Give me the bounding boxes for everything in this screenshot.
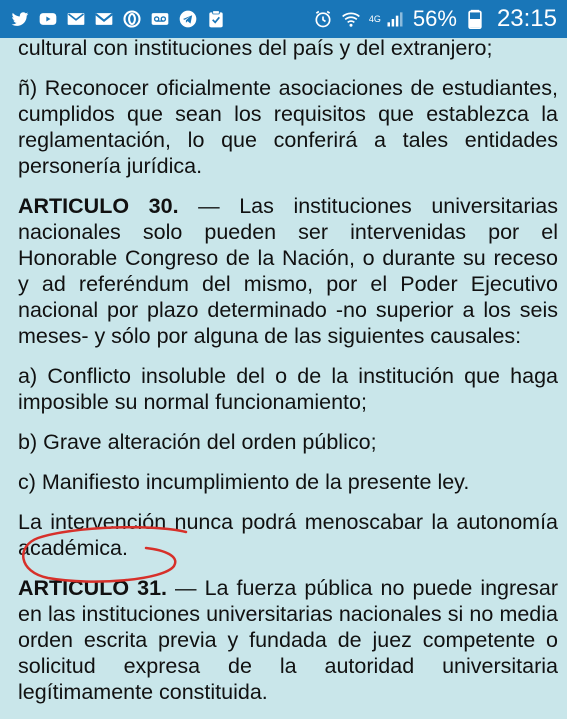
network-type: 4G bbox=[368, 13, 381, 24]
voicemail-icon bbox=[150, 9, 170, 29]
twitter-icon bbox=[10, 9, 30, 29]
alarm-icon bbox=[313, 9, 333, 29]
article-30 bbox=[18, 193, 558, 349]
youtube-icon bbox=[38, 9, 58, 29]
mail-icon bbox=[66, 9, 86, 29]
paragraph-item-n: ñ) Reconocer oficialmente asociaciones de estudiantes, cumplidos que sean los requisitos que establezca la reglamentación, lo que conferirá a tales entidades personería jurídica. bbox=[18, 76, 558, 178]
paragraph-item-a: a) Conflicto insoluble del o de la institución que haga imposible su normal funcionamiento; bbox=[18, 364, 558, 414]
system-status bbox=[313, 4, 557, 34]
article-31 bbox=[18, 575, 558, 705]
paragraph-item-c: c) Manifiesto incumplimiento de la presente ley. bbox=[18, 470, 470, 494]
wifi-icon bbox=[341, 9, 361, 29]
paragraph-intervention: La intervención nunca podrá menoscabar la autonomía académica. bbox=[18, 510, 558, 560]
article-30-heading: ARTICULO 30. bbox=[18, 194, 179, 218]
article-31-text: — La fuerza pública no puede ingresar en las instituciones universitarias nacionales si no media orden escrita previa y fundada de juez competente o solicitud expresa de la autoridad universitaria legítimamente constituida. bbox=[18, 576, 558, 704]
article-31-heading: ARTICULO 31. bbox=[18, 576, 168, 600]
document-body bbox=[18, 38, 558, 719]
battery-percent: 56% bbox=[412, 6, 457, 31]
battery-icon bbox=[465, 9, 485, 29]
article-30-text: — Las instituciones universitarias nacionales solo pueden ser intervenidas por el Honorable Congreso de la Nación, o durante su receso y ad referéndum del mismo, por el Poder Ejecutivo nacional por plazo determinado -no superior a los seis meses- y sólo por alguna de las siguientes causales: bbox=[18, 194, 559, 348]
opera-icon bbox=[122, 9, 142, 29]
gmail-icon bbox=[94, 9, 114, 29]
notification-icons bbox=[10, 8, 226, 30]
paragraph-continuation: cultural con instituciones del país y del extranjero; bbox=[18, 36, 493, 60]
status-bar bbox=[0, 0, 567, 38]
paragraph-item-b: b) Grave alteración del orden público; bbox=[18, 430, 377, 454]
clock: 23:15 bbox=[496, 5, 557, 32]
clipboard-check-icon bbox=[206, 9, 226, 29]
signal-icon bbox=[385, 9, 405, 29]
telegram-icon bbox=[178, 9, 198, 29]
